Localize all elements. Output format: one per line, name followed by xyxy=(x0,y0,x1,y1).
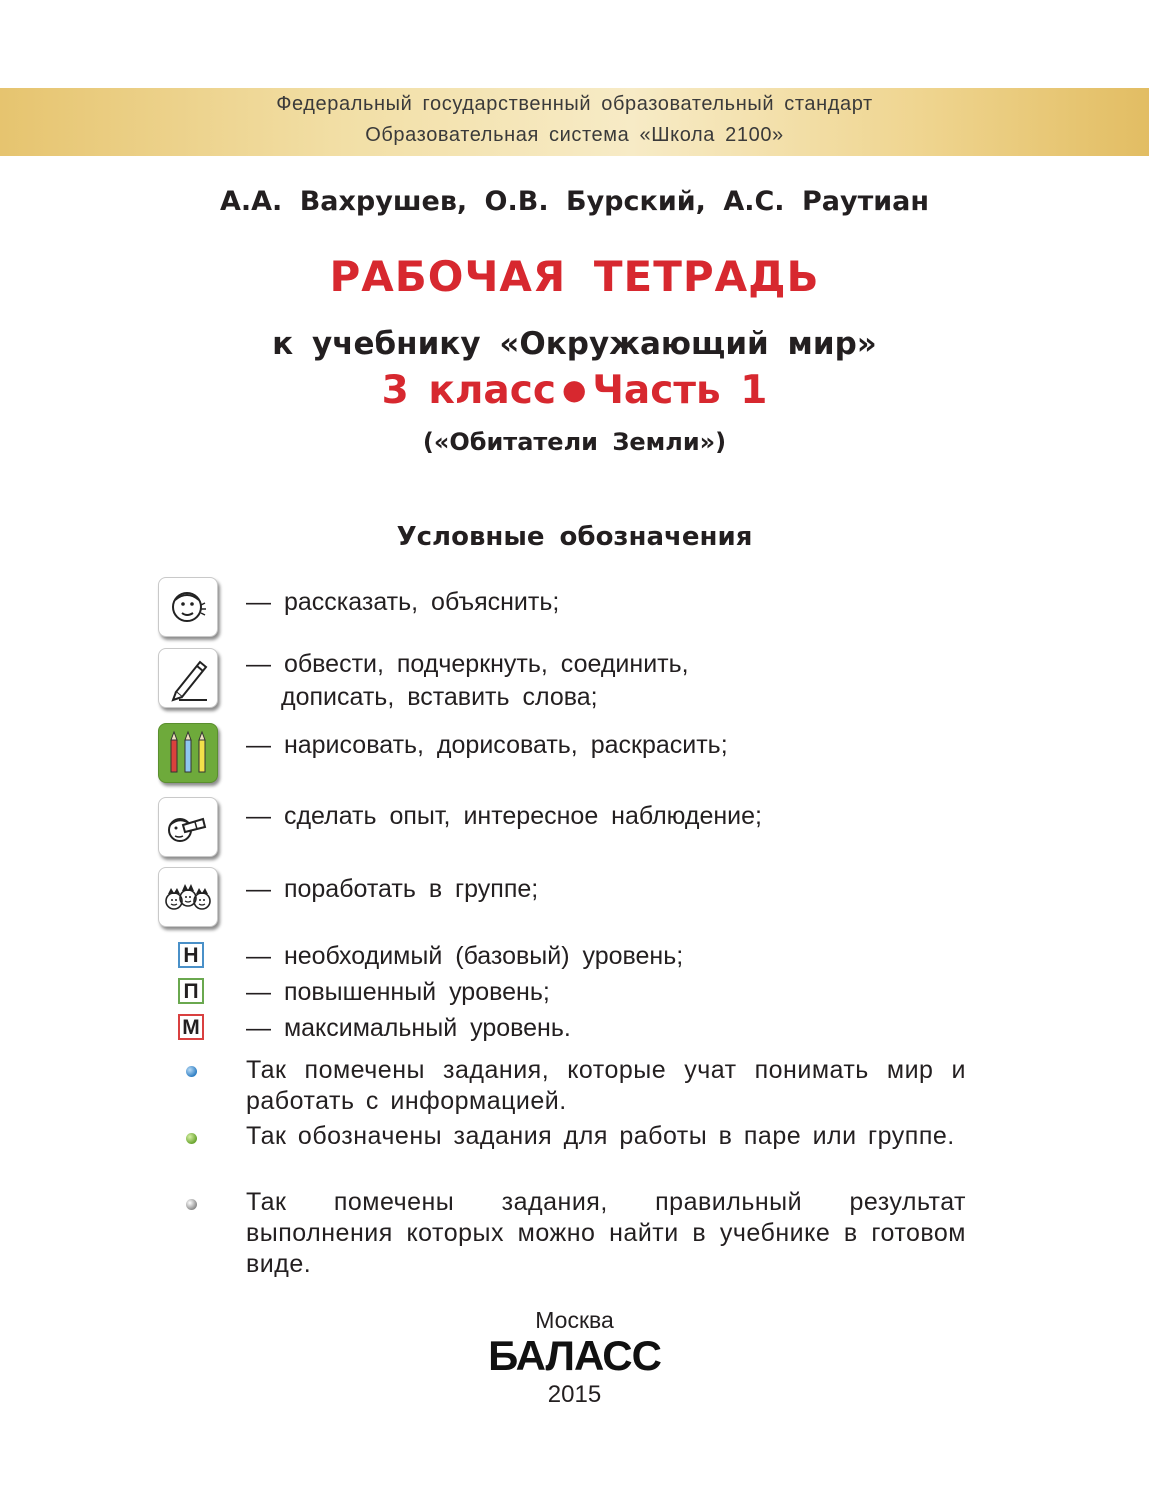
group-faces-icon xyxy=(158,867,218,927)
part: Часть 1 xyxy=(592,368,768,413)
legend-text-draw: — нарисовать, дорисовать, раскрасить; xyxy=(246,731,728,759)
standard-line: Федеральный государственный образовательный стандарт xyxy=(276,93,873,115)
level-n-badge: Н xyxy=(178,942,204,968)
note-pair-work: Так обозначены задания для работы в паре или группе. xyxy=(246,1122,955,1150)
page-title: РАБОЧАЯ ТЕТРАДЬ xyxy=(329,252,820,301)
part-name: («Обитатели Земли») xyxy=(422,428,727,456)
colored-pencils-icon xyxy=(158,723,218,783)
subtitle: к учебнику «Окружающий мир» xyxy=(272,326,877,362)
blue-bullet-icon xyxy=(186,1066,197,1077)
separator-dot: ● xyxy=(561,373,587,406)
legend-title: Условные обозначения xyxy=(396,522,753,552)
green-bullet-icon xyxy=(186,1133,197,1144)
level-p-text: — повышенный уровень; xyxy=(246,978,550,1006)
grey-bullet-icon xyxy=(186,1199,197,1210)
note-answers: Так помечены задания, правильный результат выполнения которых можно найти в учебнике в готовом виде. xyxy=(246,1188,966,1278)
legend-text-tell: — рассказать, объяснить; xyxy=(246,588,560,616)
system-line: Образовательная система «Школа 2100» xyxy=(365,124,784,146)
pencil-icon xyxy=(158,648,218,708)
city: Москва xyxy=(535,1307,614,1333)
legend-text-group: — поработать в группе; xyxy=(246,875,539,903)
legend-text-write-1: — обвести, подчеркнуть, соединить, xyxy=(246,650,689,678)
grade-part-line xyxy=(0,368,1149,413)
level-m-badge: М xyxy=(178,1014,204,1040)
legend-text-write-2: дописать, вставить слова; xyxy=(281,683,598,711)
talking-face-icon xyxy=(158,577,218,637)
legend-text-experiment: — сделать опыт, интересное наблюдение; xyxy=(246,802,762,830)
grade: 3 класс xyxy=(381,368,556,413)
note-information: Так помечены задания, которые учат понимать мир и работать с информацией. xyxy=(246,1056,966,1115)
level-n-text: — необходимый (базовый) уровень; xyxy=(246,942,684,970)
authors: А.А. Вахрушев, О.В. Бурский, А.С. Раутиан xyxy=(219,186,930,217)
level-m-text: — максимальный уровень. xyxy=(246,1014,571,1042)
telescope-face-icon xyxy=(158,797,218,857)
year: 2015 xyxy=(547,1381,602,1408)
publisher-logo: БАЛАСС xyxy=(488,1332,661,1379)
level-p-badge: П xyxy=(178,978,204,1004)
